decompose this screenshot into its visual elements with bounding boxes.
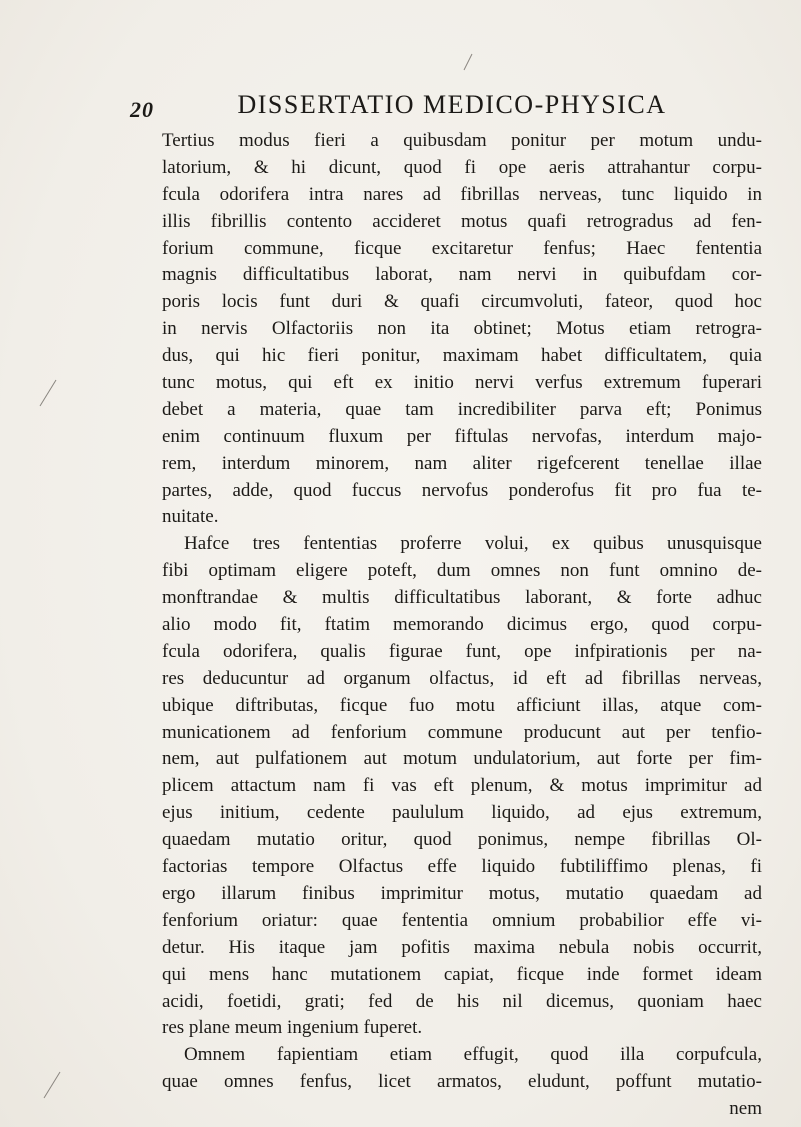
- text-line: alio modo fit, ftatim memorando dicimus ergo, quod corpu-: [162, 614, 762, 636]
- margin-slash-mark: [458, 52, 478, 72]
- text-line: debet a materia, quae tam incredibiliter parva eft; Ponimus: [162, 398, 762, 420]
- body-text: [162, 128, 762, 1123]
- text-line: qui mens hanc mutationem capiat, ficque inde formet ideam: [162, 963, 762, 985]
- text-line: fcula odorifera intra nares ad fibrillas nerveas, tunc liquido in: [162, 183, 762, 205]
- margin-slash-mark: [36, 378, 60, 408]
- page-number: 20: [130, 97, 154, 122]
- text-line: municationem ad fenforium commune producunt aut per tenfio-: [162, 721, 762, 743]
- text-line: monftrandae & multis difficultatibus laborant, & forte adhuc: [162, 587, 762, 609]
- text-line: dus, qui hic fieri ponitur, maximam habet difficultatem, quia: [162, 345, 762, 367]
- text-line: partes, adde, quod fuccus nervofus ponderofus fit pro fua te-: [162, 479, 762, 501]
- text-line: res plane meum ingenium fuperet.: [162, 1017, 423, 1039]
- text-line: nem, aut pulfationem aut motum undulatorium, aut forte per fim-: [162, 748, 762, 770]
- margin-slash-mark: [40, 1070, 64, 1100]
- text-line: poris locis funt duri & quafi circumvoluti, fateor, quod hoc: [162, 291, 762, 313]
- text-line: tunc motus, qui eft ex initio nervi verfus extremum fuperari: [162, 372, 762, 394]
- text-line: forium commune, ficque excitaretur fenfus; Haec fententia: [162, 237, 762, 259]
- text-line: in nervis Olfactoriis non ita obtinet; Motus etiam retrogra-: [162, 318, 762, 340]
- text-line: Omnem fapientiam etiam effugit, quod illa corpufcula,: [184, 1044, 762, 1066]
- text-line: plicem attactum nam fi vas eft plenum, & motus imprimitur ad: [162, 775, 762, 797]
- text-line: quaedam mutatio oritur, quod ponimus, nempe fibrillas Ol-: [162, 829, 762, 851]
- text-line: Tertius modus fieri a quibusdam ponitur per motum undu-: [162, 130, 762, 151]
- text-line: rem, interdum minorem, nam aliter rigefcerent tenellae illae: [162, 452, 762, 474]
- text-line: latorium, & hi dicunt, quod fi ope aeris attrahantur corpu-: [162, 156, 762, 178]
- text-line: fenforium oriatur: quae fententia omnium probabilior effe vi-: [162, 909, 762, 931]
- text-line: Hafce tres fententias proferre volui, ex quibus unusquisque: [184, 533, 762, 555]
- text-line: detur. His itaque jam pofitis maxima nebula nobis occurrit,: [162, 936, 762, 958]
- text-line: fcula odorifera, qualis figurae funt, ope infpirationis per na-: [162, 640, 762, 662]
- running-head: DISSERTATIO MEDICO-PHYSICA: [237, 90, 667, 119]
- text-line: illis fibrillis contento accideret motus quafi retrogradus ad fen-: [162, 210, 762, 232]
- catchword: nem: [729, 1098, 762, 1120]
- text-line: ejus initium, cedente paululum liquido, ad ejus extremum,: [162, 802, 762, 824]
- text-line: ubique diftributas, ficque fuo motu afficiunt illas, atque com-: [162, 694, 762, 716]
- text-line: enim continuum fluxum per fiftulas nervofas, interdum majo-: [162, 425, 762, 447]
- text-line: acidi, foetidi, grati; fed de his nil dicemus, quoniam haec: [162, 990, 762, 1012]
- text-line: magnis difficultatibus laborat, nam nervi in quibufdam cor-: [162, 264, 762, 286]
- text-line: factorias tempore Olfactus effe liquido fubtiliffimo plenas, fi: [162, 856, 762, 878]
- text-line: res deducuntur ad organum olfactus, id eft ad fibrillas nerveas,: [162, 667, 762, 689]
- text-line: ergo illarum finibus imprimitur motus, mutatio quaedam ad: [162, 882, 762, 904]
- text-line: quae omnes fenfus, licet armatos, eludunt, poffunt mutatio-: [162, 1071, 762, 1093]
- text-line: fibi optimam eligere poteft, dum omnes non funt omnino de-: [162, 560, 762, 582]
- text-line: nuitate.: [162, 506, 219, 528]
